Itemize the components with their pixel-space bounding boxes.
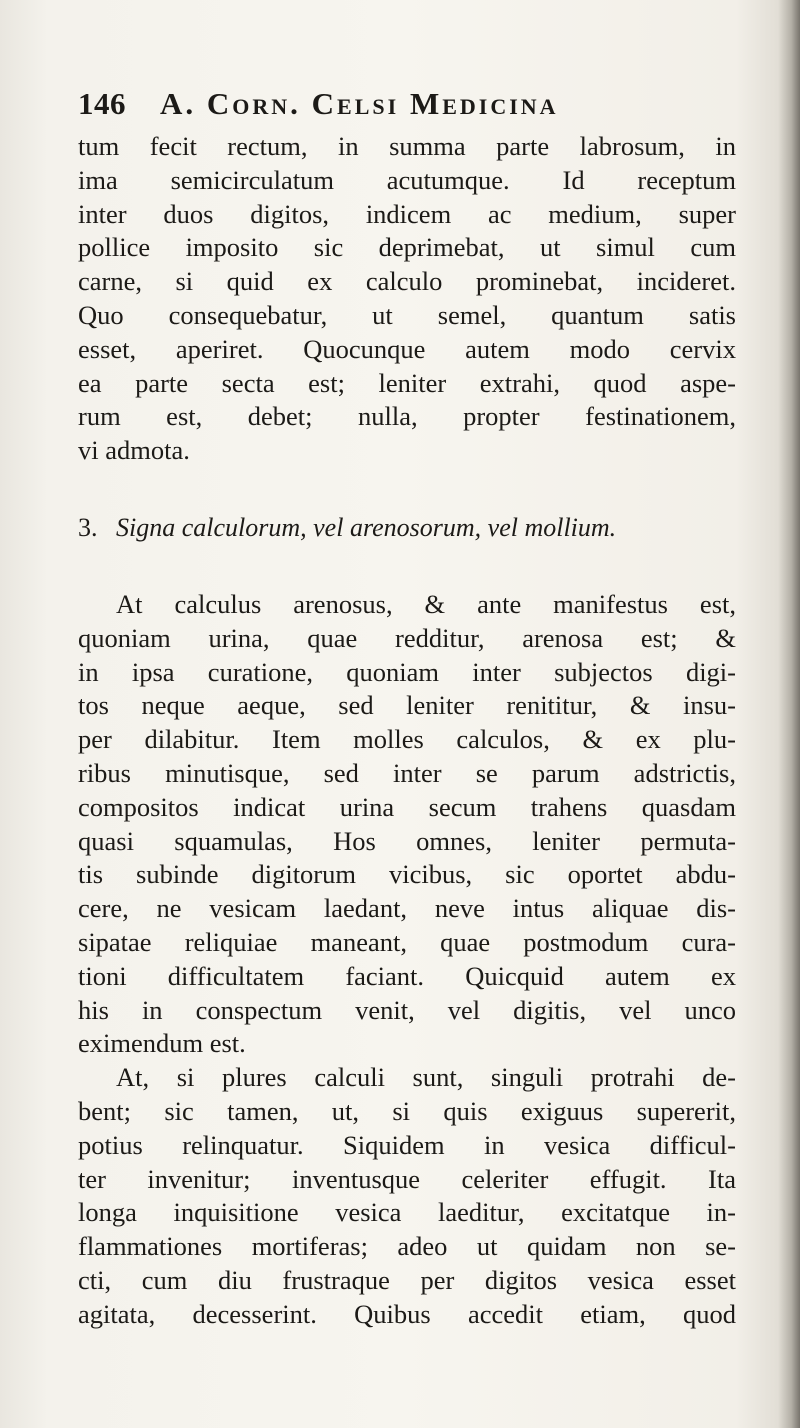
text-line: tos neque aeque, sed leniter renititur, & insu- bbox=[78, 690, 736, 721]
text-line: flammationes mortiferas; adeo ut quidam non se- bbox=[78, 1231, 736, 1262]
section-title: Signa calculorum, vel arenosorum, vel mollium. bbox=[116, 512, 617, 542]
paragraph-continuation bbox=[78, 130, 736, 468]
text-line: per dilabitur. Item molles calculos, & ex plu- bbox=[78, 724, 736, 755]
running-header bbox=[78, 78, 736, 130]
running-title: A. Corn. Celsi Medicina bbox=[160, 86, 559, 121]
text-line: tis subinde digitorum vicibus, sic oportet abdu- bbox=[78, 859, 736, 890]
text-line: potius relinquatur. Siquidem in vesica difficul- bbox=[78, 1129, 736, 1160]
text-line: his in conspectum venit, vel digitis, vel unco bbox=[78, 994, 736, 1025]
text-line: esset, aperiret. Quocunque autem modo cervix bbox=[78, 333, 736, 364]
text-line: ribus minutisque, sed inter se parum adstrictis, bbox=[78, 757, 736, 788]
text-line: Quo consequebatur, ut semel, quantum satis bbox=[78, 299, 736, 330]
text-line: cti, cum diu frustraque per digitos vesica esset bbox=[78, 1264, 736, 1295]
text-line: tioni difficultatem faciant. Quicquid autem ex bbox=[78, 960, 736, 991]
text-line: longa inquisitione vesica laeditur, excitatque in- bbox=[78, 1197, 736, 1228]
text-line: cere, ne vesicam laedant, neve intus aliquae dis- bbox=[78, 893, 736, 924]
text-line: quasi squamulas, Hos omnes, leniter permuta- bbox=[78, 825, 736, 856]
text-line: ima semicirculatum acutumque. Id receptum bbox=[78, 164, 736, 195]
page-edge-shadow bbox=[778, 0, 800, 1428]
text-line: vi admota. bbox=[78, 435, 190, 466]
text-line: pollice imposito sic deprimebat, ut simul cum bbox=[78, 232, 736, 263]
text-line: in ipsa curatione, quoniam inter subjectos digi- bbox=[78, 656, 736, 687]
page-text bbox=[78, 78, 736, 1332]
text-line: ea parte secta est; leniter extrahi, quod aspe- bbox=[78, 367, 736, 398]
text-line: At calculus arenosus, & ante manifestus est, bbox=[116, 588, 736, 619]
text-line: agitata, decesserint. Quibus accedit etiam, quod bbox=[78, 1298, 736, 1329]
text-line: carne, si quid ex calculo prominebat, incideret. bbox=[78, 266, 736, 297]
text-line: compositos indicat urina secum trahens quasdam bbox=[78, 791, 736, 822]
text-line: tum fecit rectum, in summa parte labrosum, in bbox=[78, 131, 736, 161]
text-line: ter invenitur; inventusque celeriter effugit. Ita bbox=[78, 1163, 736, 1194]
section-heading bbox=[78, 508, 736, 548]
page-number: 146 bbox=[78, 86, 126, 121]
text-line: bent; sic tamen, ut, si quis exiguus supererit, bbox=[78, 1095, 736, 1126]
text-line: sipatae reliquiae maneant, quae postmodum cura- bbox=[78, 926, 736, 957]
text-line: rum est, debet; nulla, propter festinationem, bbox=[78, 401, 736, 432]
text-line: inter duos digitos, indicem ac medium, super bbox=[78, 198, 736, 229]
text-line: At, si plures calculi sunt, singuli protrahi de- bbox=[116, 1062, 736, 1093]
text-line: quoniam urina, quae redditur, arenosa est; & bbox=[78, 622, 736, 653]
section-number: 3. bbox=[78, 512, 98, 542]
paragraph-body bbox=[78, 588, 736, 1332]
text-line: eximendum est. bbox=[78, 1028, 246, 1059]
